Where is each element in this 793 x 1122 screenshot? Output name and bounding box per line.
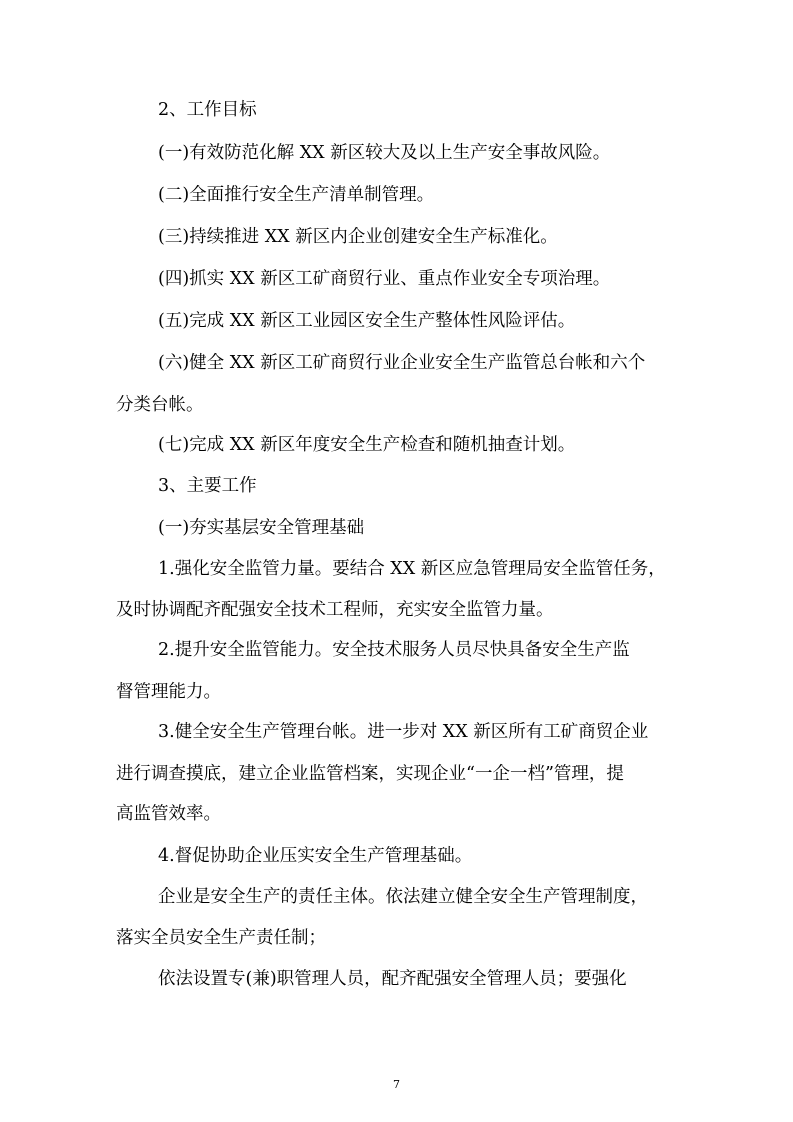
paragraph-3-line-2: 进行调查摸底，建立企业监管档案，实现企业“一企一档”管理，提 — [116, 764, 624, 784]
page-number: 7 — [393, 1078, 400, 1091]
section-heading-work-goals: 2、工作目标 — [158, 100, 257, 120]
goal-item-4: (四)抓实 XX 新区工矿商贸行业、重点作业安全专项治理。 — [158, 269, 611, 289]
subsection-heading-1: (一)夯实基层安全管理基础 — [158, 518, 365, 538]
paragraph-3-line-1: 3.健全安全生产管理台帐。进一步对 XX 新区所有工矿商贸企业 — [158, 722, 649, 742]
section-heading-main-work: 3、主要工作 — [158, 476, 257, 496]
goal-item-5: (五)完成 XX 新区工业园区安全生产整体性风险评估。 — [158, 311, 576, 331]
paragraph-4: 4.督促协助企业压实安全生产管理基础。 — [158, 846, 473, 866]
paragraph-3-line-3: 高监管效率。 — [116, 804, 221, 824]
paragraph-6-line-1: 依法设置专(兼)职管理人员，配齐配强安全管理人员；要强化 — [158, 969, 627, 989]
goal-item-3: (三)持续推进 XX 新区内企业创建安全生产标准化。 — [158, 227, 558, 247]
paragraph-2-line-1: 2.提升安全监管能力。安全技术服务人员尽快具备安全生产监 — [158, 640, 630, 660]
paragraph-2-line-2: 督管理能力。 — [116, 682, 221, 702]
goal-item-7: (七)完成 XX 新区年度安全生产检查和随机抽查计划。 — [158, 435, 576, 455]
goal-item-2: (二)全面推行安全生产清单制管理。 — [158, 185, 435, 205]
paragraph-1-line-2: 及时协调配齐配强安全技术工程师，充实安全监管力量。 — [116, 600, 554, 620]
goal-item-1: (一)有效防范化解 XX 新区较大及以上生产安全事故风险。 — [158, 143, 611, 163]
paragraph-5-line-2: 落实全员安全生产责任制； — [116, 928, 326, 948]
paragraph-5-line-1: 企业是安全生产的责任主体。依法建立健全安全生产管理制度， — [158, 887, 648, 907]
goal-item-6-continued: 分类台帐。 — [116, 395, 204, 415]
goal-item-6: (六)健全 XX 新区工矿商贸行业企业安全生产监管总台帐和六个 — [158, 353, 646, 373]
paragraph-1-line-1: 1.强化安全监管力量。要结合 XX 新区应急管理局安全监管任务， — [158, 559, 666, 579]
